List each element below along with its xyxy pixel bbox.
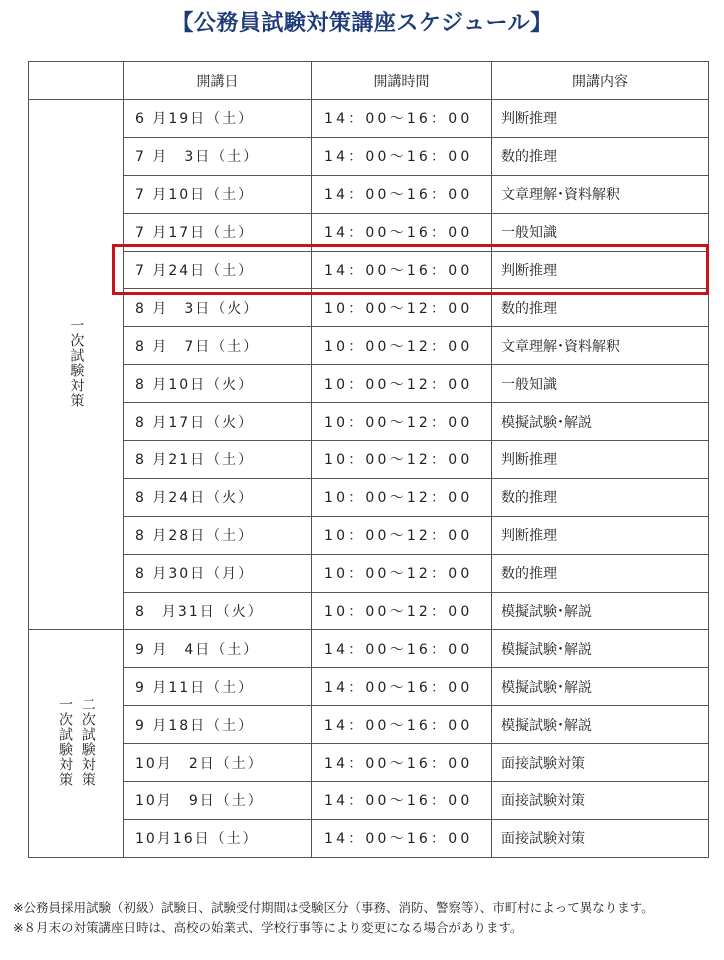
date-cell: 8 月 3日（火） [124, 289, 312, 327]
topic-cell: 判断推理 [492, 251, 709, 289]
schedule-row [29, 630, 709, 668]
time-cell: 10：00～12：00 [312, 289, 492, 327]
topic-cell: 模擬試験･解説 [492, 630, 709, 668]
group-label-cell [29, 630, 124, 857]
topic-cell: 判断推理 [492, 516, 709, 554]
date-cell: 8 月10日（火） [124, 365, 312, 403]
time-cell: 10：00～12：00 [312, 327, 492, 365]
time-cell: 10：00～12：00 [312, 516, 492, 554]
group-label: 一次試験対策 [57, 696, 73, 787]
schedule-row [29, 327, 709, 365]
topic-cell: 面接試験対策 [492, 819, 709, 857]
footnote: ※公務員採用試験（初級）試験日、試験受付期間は受験区分（事務、消防、警察等）、市町村によって異なります。 [13, 900, 654, 915]
schedule-table [28, 61, 709, 858]
topic-cell: 一般知識 [492, 365, 709, 403]
time-cell: 14：00～16：00 [312, 819, 492, 857]
date-cell: 7 月10日（土） [124, 175, 312, 213]
time-cell: 10：00～12：00 [312, 592, 492, 630]
schedule-row [29, 403, 709, 441]
time-cell: 10：00～12：00 [312, 478, 492, 516]
header-row [29, 62, 709, 100]
date-cell: 9 月11日（土） [124, 668, 312, 706]
time-cell: 14：00～16：00 [312, 251, 492, 289]
date-cell: 7 月 3日（土） [124, 137, 312, 175]
topic-cell: 模擬試験･解説 [492, 706, 709, 744]
schedule-body [29, 100, 709, 858]
time-cell: 14：00～16：00 [312, 137, 492, 175]
group-label: 二次試験対策 [79, 696, 96, 787]
topic-cell: 模擬試験･解説 [492, 403, 709, 441]
topic-cell: 判断推理 [492, 441, 709, 479]
time-cell: 14：00～16：00 [312, 744, 492, 782]
schedule-row [29, 592, 709, 630]
schedule-row [29, 819, 709, 857]
schedule-row [29, 137, 709, 175]
page-title: 【公務員試験対策講座スケジュール】 [171, 11, 553, 36]
schedule-row [29, 100, 709, 138]
schedule-row [29, 706, 709, 744]
schedule-row [29, 516, 709, 554]
date-cell: 8 月21日（土） [124, 441, 312, 479]
topic-cell: 文章理解･資料解釈 [492, 175, 709, 213]
date-cell: 8 月28日（土） [124, 516, 312, 554]
schedule-row [29, 441, 709, 479]
footnote: ※８月末の対策講座日時は、高校の始業式、学校行事等により変更になる場合があります。 [13, 920, 523, 935]
time-cell: 10：00～12：00 [312, 554, 492, 592]
date-cell: 7 月17日（土） [124, 213, 312, 251]
schedule-row [29, 554, 709, 592]
topic-cell: 数的推理 [492, 478, 709, 516]
date-cell: 9 月 4日（土） [124, 630, 312, 668]
group-label-cell [29, 100, 124, 630]
topic-cell: 判断推理 [492, 100, 709, 138]
date-cell: 8 月24日（火） [124, 478, 312, 516]
header-date: 開講日 [124, 62, 312, 100]
time-cell: 14：00～16：00 [312, 706, 492, 744]
time-cell: 14：00～16：00 [312, 213, 492, 251]
schedule-row [29, 478, 709, 516]
topic-cell: 面接試験対策 [492, 744, 709, 782]
topic-cell: 模擬試験･解説 [492, 592, 709, 630]
schedule-row [29, 782, 709, 820]
schedule-row [29, 744, 709, 782]
header-topic: 開講内容 [492, 62, 709, 100]
schedule-row [29, 175, 709, 213]
time-cell: 14：00～16：00 [312, 175, 492, 213]
topic-cell: 数的推理 [492, 289, 709, 327]
date-cell: 8 月31日（火） [124, 592, 312, 630]
date-cell: 6 月19日（土） [124, 100, 312, 138]
topic-cell: 数的推理 [492, 554, 709, 592]
date-cell: 8 月30日（月） [124, 554, 312, 592]
date-cell: 10月16日（土） [124, 819, 312, 857]
schedule-row [29, 365, 709, 403]
date-cell: 7 月24日（土） [124, 251, 312, 289]
footnotes [13, 898, 654, 938]
schedule-row [29, 668, 709, 706]
time-cell: 14：00～16：00 [312, 100, 492, 138]
time-cell: 10：00～12：00 [312, 441, 492, 479]
topic-cell: 模擬試験･解説 [492, 668, 709, 706]
date-cell: 10月 2日（土） [124, 744, 312, 782]
topic-cell: 一般知識 [492, 213, 709, 251]
time-cell: 10：00～12：00 [312, 403, 492, 441]
topic-cell: 数的推理 [492, 137, 709, 175]
header-group [29, 62, 124, 100]
topic-cell: 文章理解･資料解釈 [492, 327, 709, 365]
time-cell: 14：00～16：00 [312, 668, 492, 706]
date-cell: 9 月18日（土） [124, 706, 312, 744]
header-time: 開講時間 [312, 62, 492, 100]
group-label: 一次試験対策 [68, 317, 85, 408]
time-cell: 14：00～16：00 [312, 782, 492, 820]
time-cell: 10：00～12：00 [312, 365, 492, 403]
time-cell: 14：00～16：00 [312, 630, 492, 668]
date-cell: 8 月 7日（土） [124, 327, 312, 365]
date-cell: 8 月17日（火） [124, 403, 312, 441]
topic-cell: 面接試験対策 [492, 782, 709, 820]
highlighted-row-frame [112, 244, 709, 295]
date-cell: 10月 9日（土） [124, 782, 312, 820]
